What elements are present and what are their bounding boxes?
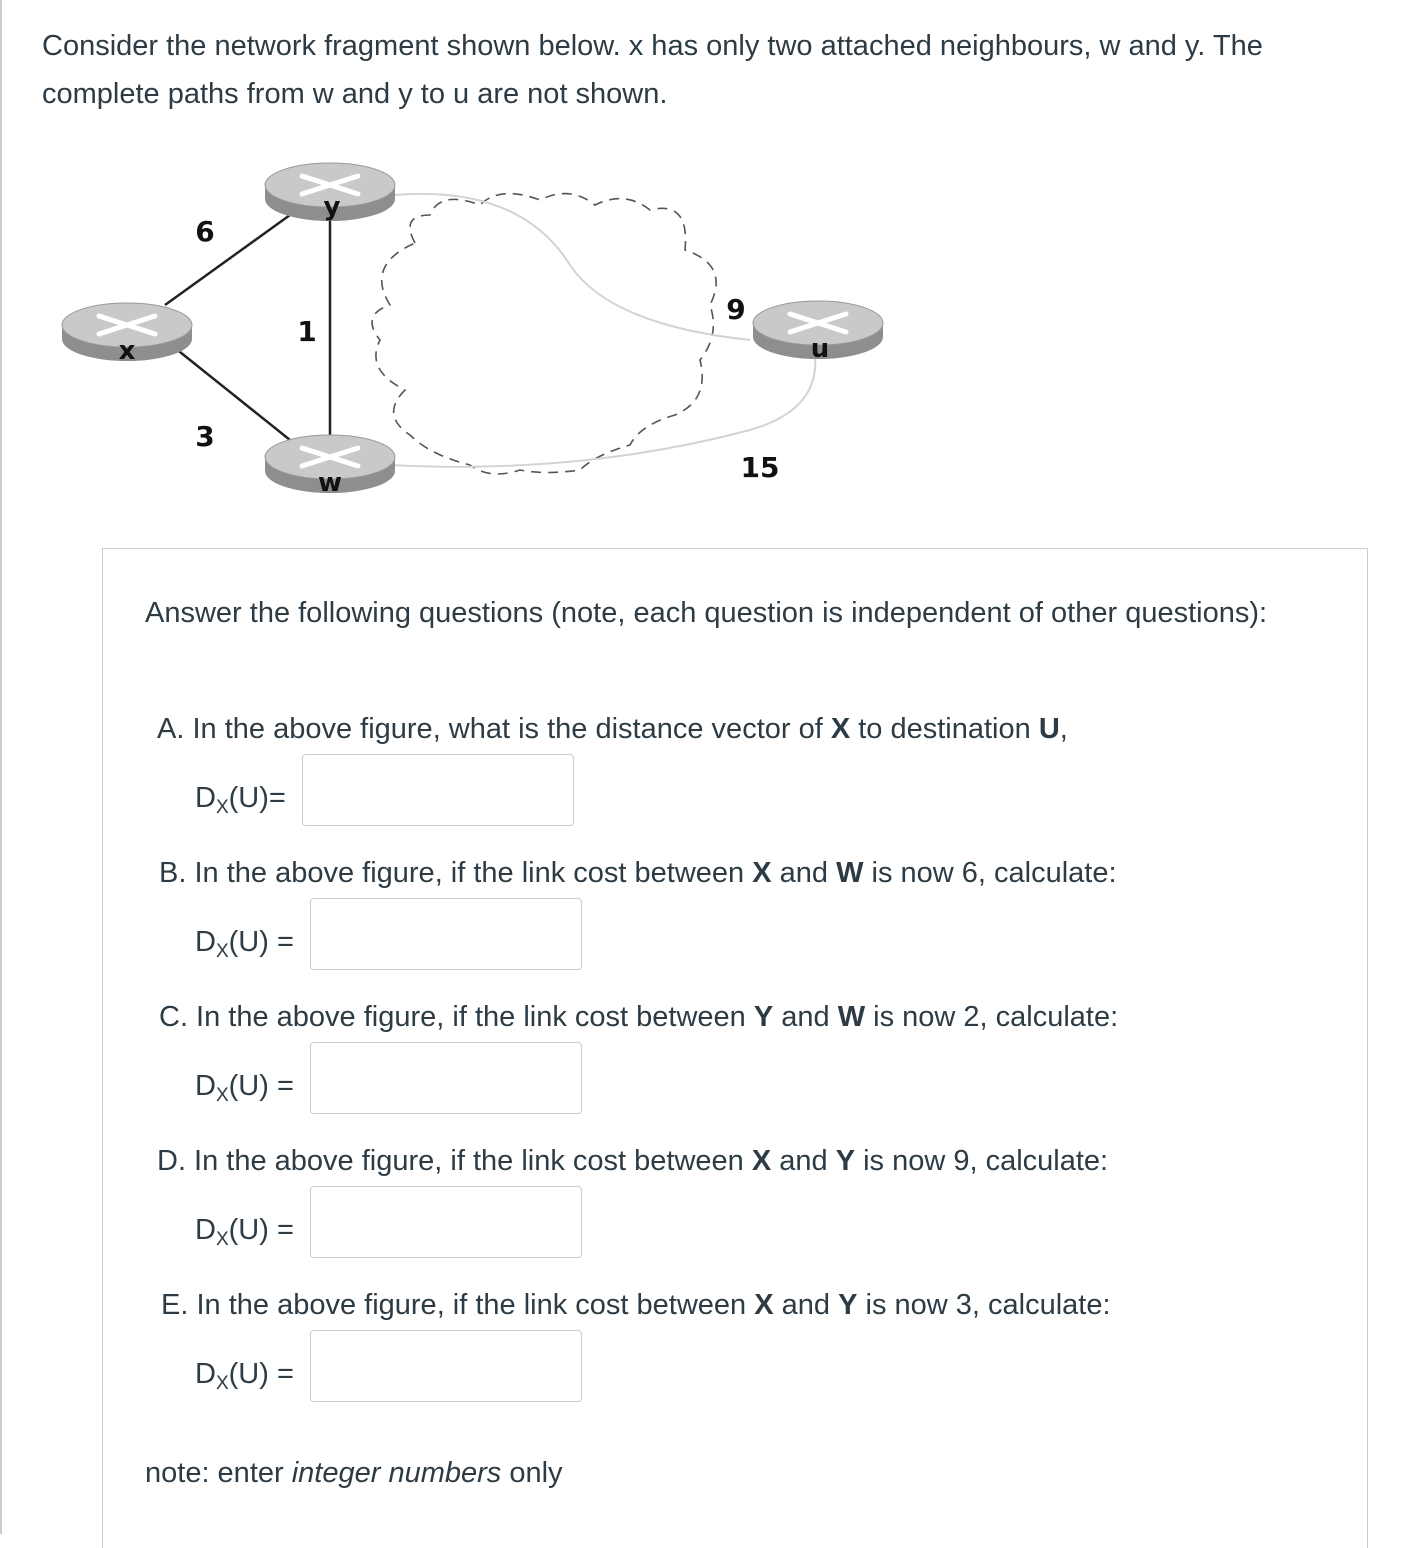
question-c-dx-label: $D_X(U)$ = <box>195 1070 294 1106</box>
cost-label-y-u: 9 <box>726 293 746 326</box>
path-y-to-u <box>395 194 750 340</box>
cost-label-x-w: 3 <box>195 420 215 453</box>
cost-label-y-w: 1 <box>297 315 317 348</box>
question-d-text: D. In the above figure, if the link cost between X and Y is now 9, calculate: <box>157 1145 1109 1177</box>
cost-label-w-u: 15 <box>740 451 780 484</box>
router-u <box>753 301 883 364</box>
question-e-text: E. In the above figure, if the link cost between X and Y is now 3, calculate: <box>161 1289 1111 1321</box>
cost-label-x-y: 6 <box>195 215 215 248</box>
router-w <box>265 435 395 498</box>
answer-c-input[interactable] <box>310 1042 582 1114</box>
link-x-y <box>165 215 290 305</box>
answer-b-input[interactable] <box>310 898 582 970</box>
question-intro <box>42 22 1392 118</box>
link-x-w <box>165 340 290 440</box>
question-b-text: B. In the above figure, if the link cost between X and W is now 6, calculate: <box>159 857 1117 889</box>
answer-e-input[interactable] <box>310 1330 582 1402</box>
answer-a-input[interactable] <box>302 754 574 826</box>
left-border <box>0 0 2 1534</box>
question-c-text: C. In the above figure, if the link cost between Y and W is now 2, calculate: <box>159 1001 1119 1033</box>
router-x <box>62 303 192 366</box>
router-x-label: x <box>118 336 136 366</box>
network-cloud <box>372 194 716 474</box>
question-e-dx-label: $D_X(U)$ = <box>195 1358 294 1394</box>
answer-d-input[interactable] <box>310 1186 582 1258</box>
note-text: note: enter integer numbers only <box>145 1457 563 1489</box>
question-d-dx-label: $D_X(U)$ = <box>195 1214 294 1250</box>
intro-line-2: complete paths from w and y to u are not shown. <box>42 78 668 110</box>
instructions-text: Answer the following questions (note, each question is independent of other questions): <box>145 597 1268 629</box>
question-a-dx-label: $D_X(U)=$ <box>195 782 286 818</box>
questions-panel <box>102 548 1368 1548</box>
router-y-label: y <box>323 192 341 222</box>
router-w-label: w <box>317 468 343 498</box>
intro-line-1: Consider the network fragment shown below. x has only two attached neighbours, w and y. The <box>42 30 1263 62</box>
question-a-text: A. In the above figure, what is the distance vector of X to destination U, <box>157 713 1068 745</box>
question-b-dx-label: $D_X(U)$ = <box>195 926 294 962</box>
network-diagram <box>50 145 910 525</box>
router-u-label: u <box>810 334 830 364</box>
router-y <box>265 163 395 222</box>
